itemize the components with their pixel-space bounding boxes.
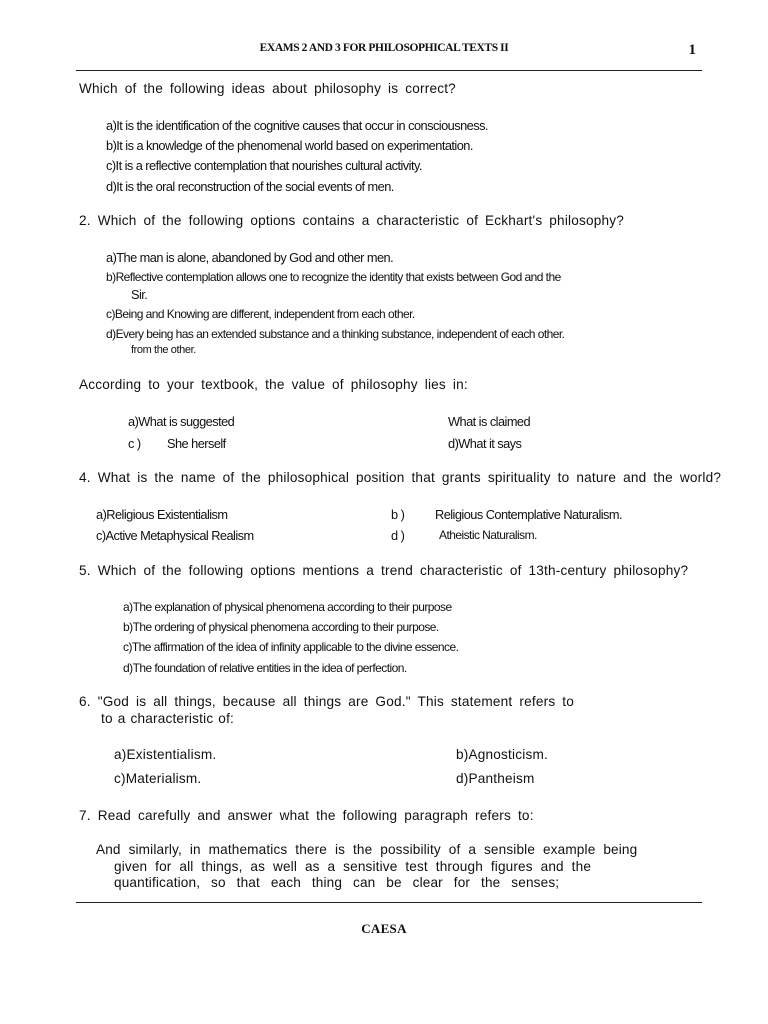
question-5-option-b: b)The ordering of physical phenomena according to their purpose. <box>123 620 439 634</box>
question-2-option-c: c)Being and Knowing are different, independent from each other. <box>106 307 415 321</box>
question-2-option-a: a)The man is alone, abandoned by God and other men. <box>106 250 394 265</box>
question-5-option-a: a)The explanation of physical phenomena according to their purpose <box>123 600 452 614</box>
header-title: EXAMS 2 AND 3 FOR PHILOSOPHICAL TEXTS II <box>259 42 509 54</box>
question-5-option-c: c)The affirmation of the idea of infinity applicable to the divine essence. <box>123 640 459 654</box>
question-6-option-b: b)Agnosticism. <box>456 747 548 762</box>
question-6-option-a: a)Existentialism. <box>114 747 217 762</box>
question-3-option-c-marker: c ) <box>128 436 141 451</box>
question-2-option-b-continued: Sir. <box>131 287 148 302</box>
question-4-option-a: a)Religious Existentialism <box>96 507 228 522</box>
question-3-text: According to your textbook, the value of philosophy lies in: <box>79 377 468 392</box>
question-4-option-d: Atheistic Naturalism. <box>439 528 537 542</box>
question-2-option-d: d)Every being has an extended substance and a thinking substance, independent of each other. <box>106 327 565 341</box>
question-3-option-a: a)What is suggested <box>128 414 235 429</box>
question-2-text: 2. Which of the following options contains a characteristic of Eckhart's philosophy? <box>79 213 625 228</box>
question-1-option-d: d)It is the oral reconstruction of the social events of men. <box>106 179 394 194</box>
question-6-text-line-2: to a characteristic of: <box>101 711 235 726</box>
question-4-option-d-marker: d ) <box>391 528 405 543</box>
question-7-paragraph-line-2: given for all things, as well as a sensitive test through figures and the <box>114 859 592 874</box>
question-6-text-line-1: 6. "God is all things, because all things are God." This statement refers to <box>79 694 575 709</box>
question-7-paragraph-line-1: And similarly, in mathematics there is the possibility of a sensible example being <box>96 842 638 857</box>
question-2-option-b: b)Reflective contemplation allows one to recognize the identity that exists between God and the <box>106 270 561 284</box>
question-3-option-b: What is claimed <box>448 414 531 429</box>
footer-rule <box>76 902 702 903</box>
footer-text: CAESA <box>361 921 407 936</box>
question-5-text: 5. Which of the following options mentions a trend characteristic of 13th-century philosophy? <box>79 563 689 578</box>
question-7-paragraph-line-3: quantification, so that each thing can be clear for the senses; <box>114 875 560 890</box>
question-4-text: 4. What is the name of the philosophical position that grants spirituality to nature and the world? <box>79 470 722 485</box>
question-1-option-c: c)It is a reflective contemplation that nourishes cultural activity. <box>106 158 422 173</box>
question-6-option-d: d)Pantheism <box>456 771 535 786</box>
question-5-option-d: d)The foundation of relative entities in the idea of perfection. <box>123 661 407 675</box>
header-rule <box>76 70 702 71</box>
question-1-text: Which of the following ideas about philosophy is correct? <box>79 81 456 96</box>
question-3-option-c: She herself <box>167 436 226 451</box>
question-1-option-a: a)It is the identification of the cognitive causes that occur in consciousness. <box>106 118 488 133</box>
question-4-option-c: c)Active Metaphysical Realism <box>96 528 254 543</box>
question-7-text: 7. Read carefully and answer what the following paragraph refers to: <box>79 808 534 823</box>
page-number: 1 <box>688 42 696 58</box>
question-6-option-c: c)Materialism. <box>114 771 202 786</box>
question-1-option-b: b)It is a knowledge of the phenomenal world based on experimentation. <box>106 138 473 153</box>
question-4-option-b-marker: b ) <box>391 507 405 522</box>
question-2-option-d-continued: from the other. <box>131 344 196 356</box>
question-3-option-d: d)What it says <box>448 436 522 451</box>
question-4-option-b: Religious Contemplative Naturalism. <box>435 507 623 522</box>
